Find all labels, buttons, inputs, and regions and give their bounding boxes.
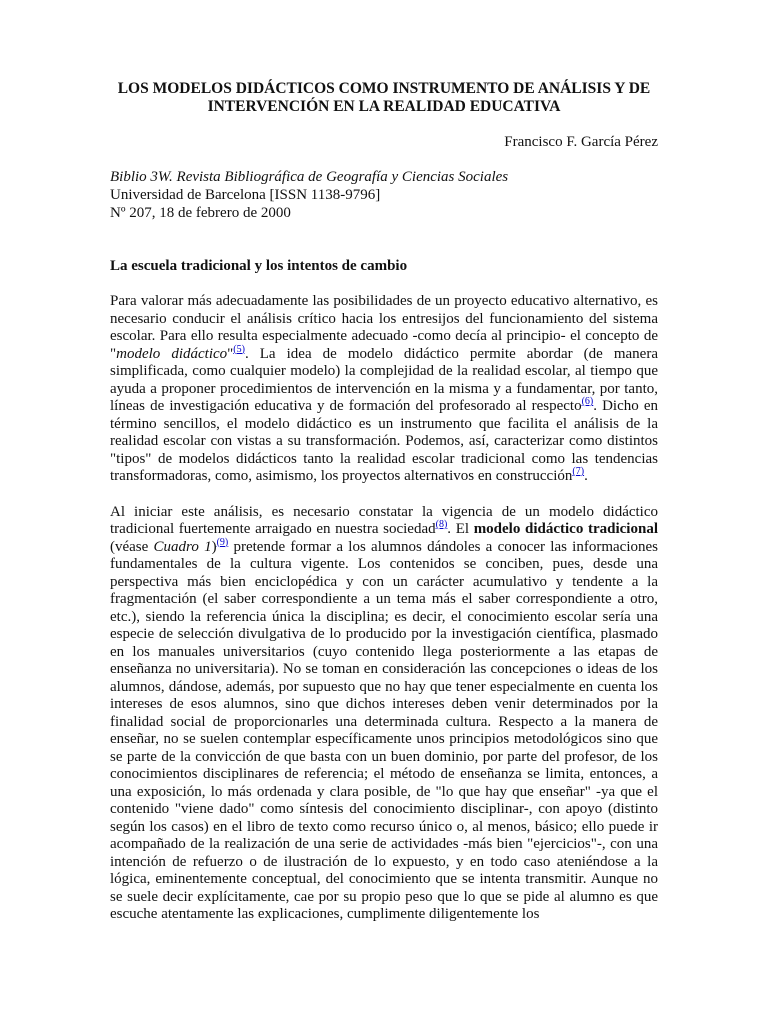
footnote-link-6[interactable]: (6) [581,396,594,407]
footnote-link-8[interactable]: (8) [435,519,448,530]
footnote-link-7[interactable]: (7) [572,466,585,477]
p2-text-2: . El [447,521,474,537]
p1-italic-term: modelo didáctico [116,345,228,362]
p2-italic-term: Cuadro 1 [153,538,212,555]
university-issn: Universidad de Barcelona [ISSN 1138-9796] [110,187,381,203]
title-line-2: INTERVENCIÓN EN LA REALIDAD EDUCATIVA [207,98,561,115]
author-name: Francisco F. García Pérez [504,134,658,150]
p1-text-1: Para valorar más adecuadamente las posibilidades de un proyecto educativo alternativo, es necesario conducir el análisis crítico hacia los entresijos del funcionamiento del sistema escolar. Para ello resulta especialmente adecuado -como decía al principio- el concepto de " [110,293,658,362]
section-heading: La escuela tradicional y los intentos de cambio [110,258,408,274]
paragraph-2 [110,504,658,924]
journal-name: Biblio 3W. Revista Bibliográfica de Geografía y Ciencias Sociales [110,169,509,185]
footnote-link-5[interactable]: (5) [233,343,245,355]
issue-date: Nº 207, 18 de febrero de 2000 [110,205,291,221]
p2-text-1: Al iniciar este análisis, es necesario constatar la vigencia de un modelo didáctico tradicional fuertemente arraigado en nuestra sociedad [110,503,658,537]
document-title [110,80,658,116]
p2-text-3: (véase [110,538,154,555]
p2-bold-term: modelo didáctico tradicional [473,521,658,537]
p2-text-5: pretende formar a los alumnos dándoles a conocer las informaciones fundamentales de la cultura vigente. Los contenidos se conciben, pues, desde una perspectiva más bien enciclopédica y con un carácter acumulativo y tendente a la fragmentación (el saber correspondiente a un tema más el saber correspondiente a otro, etc.), siendo la referencia única la disciplina; es decir, el conocimiento escolar sería una especie de selección divulgativa de lo producido por la investigación científica, plasmado en los manuales universitarios (cuyo contenido llega posteriormente a las etapas de enseñanza no universitaria). No se toman en consideración las concepciones o ideas de los alumnos, dándose, además, por supuesto que no hay que tener especialmente en cuenta los intereses de esos alumnos, sino que dichos intereses deben venir determinados por la finalidad social de proporcionarles una determinada cultura. Respecto a la manera de enseñar, no se suelen contemplar específicamente unos principios metodológicos sino que se parte de la convicción de que basta con un buen dominio, por parte del profesor, de los conocimientos disciplinares de referencia; el método de enseñanza se limita, entonces, a una exposición, lo más ordenada y clara posible, de "lo que hay que enseñar" -ya que el contenido "viene dado" como síntesis del conocimiento disciplinar-, con apoyo (distinto según los casos) en el libro de texto como recurso único o, al menos, básico; ello puede ir acompañado de la realización de una serie de actividades -más bien "ejercicios"-, con una intención de refuerzo o de ilustración de lo expuesto, y en todo caso ateniéndose a la lógica, eminentemente conceptual, del conocimiento que se intenta transmitir. Aunque no se suele decir explícitamente, cae por su propio peso que lo que se pide al alumno es que escuche atentamente las explicaciones, cumplimente diligentemente los [110,538,658,922]
p1-text-3: . La idea de modelo didáctico permite abordar (de manera simplificada, como cualquier modelo) la complejidad de la realidad escolar, al tiempo que ayuda a proponer procedimientos de intervención en la misma y a fundamentar, por tanto, líneas de investigación educativa y de formación del profesorado al respecto [110,345,658,414]
paragraph-1 [110,293,658,486]
citation-block [110,168,658,222]
p2-text-4: ) [211,538,217,555]
footnote-link-9[interactable]: (9) [216,536,229,548]
title-line-1: LOS MODELOS DIDÁCTICOS COMO INSTRUMENTO DE ANÁLISIS Y DE [117,80,651,97]
p1-text-2: " [227,345,234,362]
p1-text-5: . [584,468,588,484]
p1-text-4: . Dicho en término sencillos, el modelo didáctico es un instrumento que facilita el análisis de la realidad escolar con vistas a su transformación. Podemos, así, caracterizar como distintos "tipos" de modelos didácticos tanto la realidad escolar tradicional como las tendencias transformadoras, como, asimismo, los proyectos alternativos en construcción [110,398,658,484]
